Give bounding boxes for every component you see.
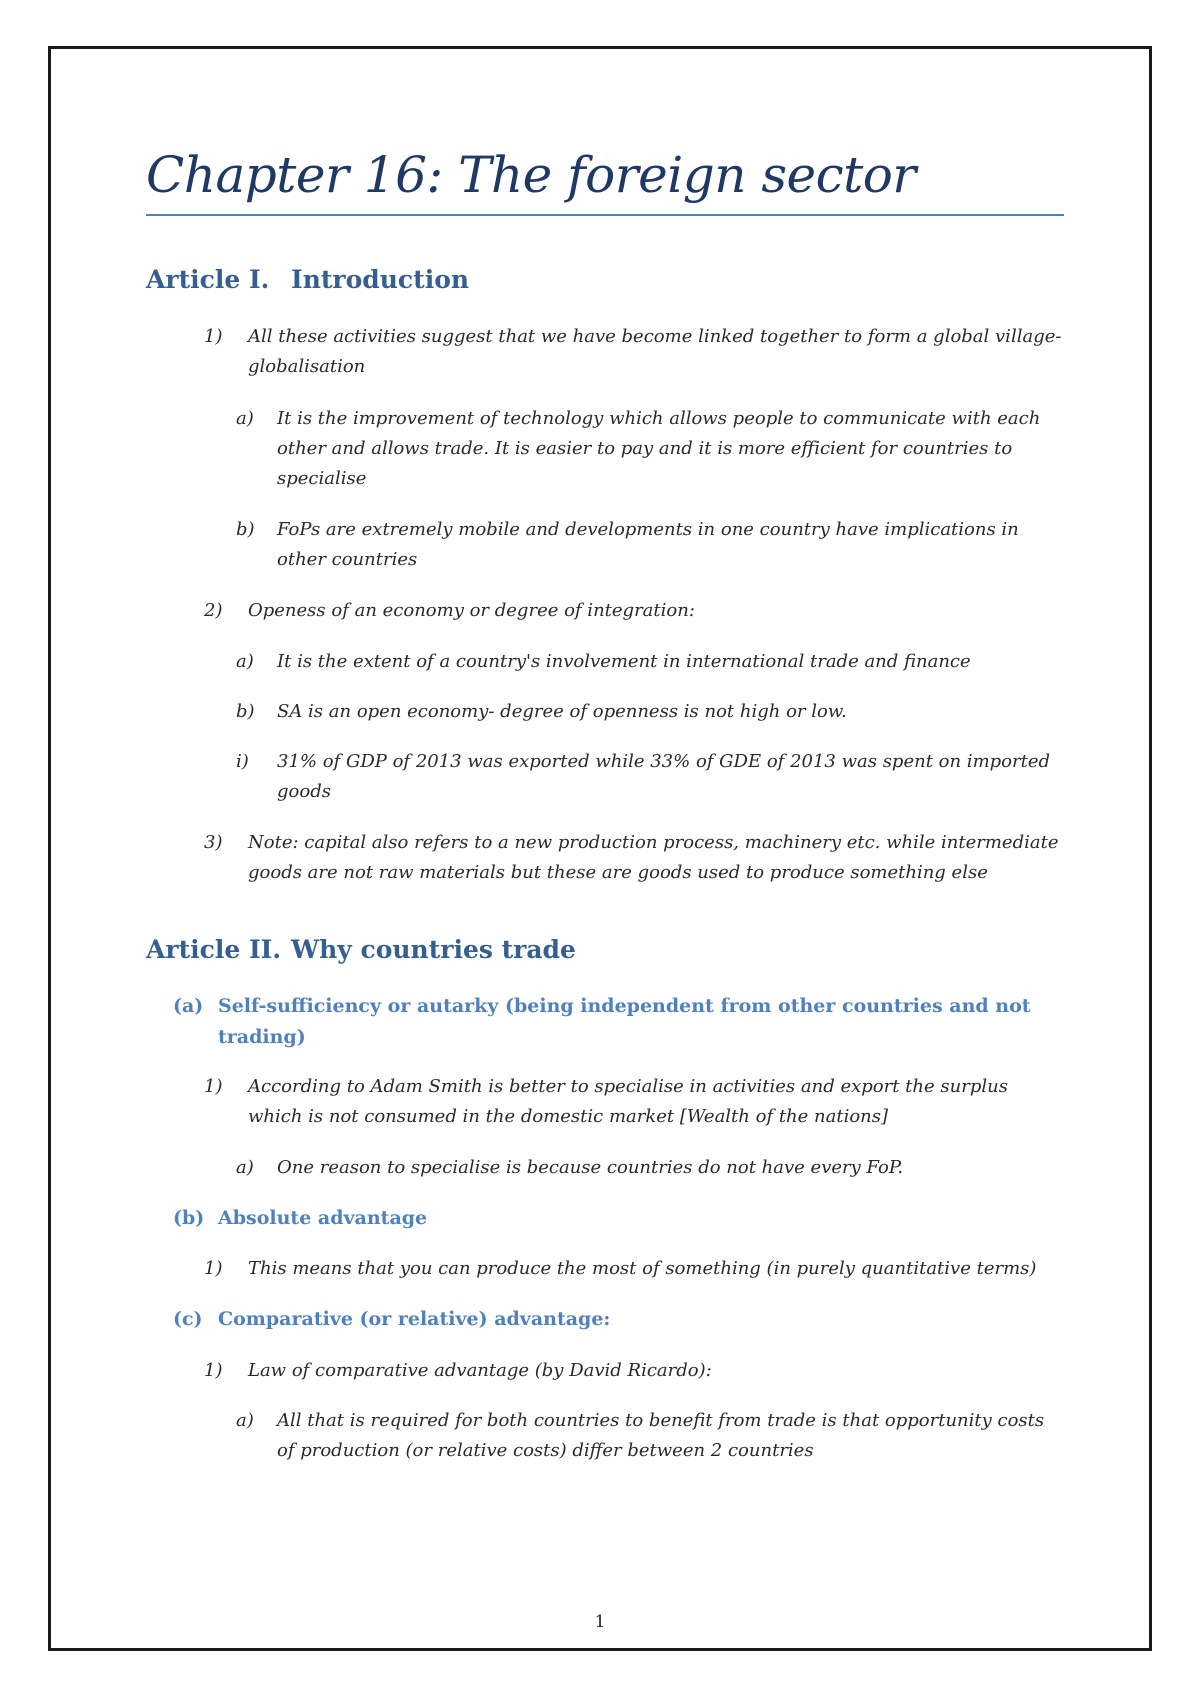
section-heading-comparative-advantage (173, 1304, 1048, 1335)
list-marker: a) (236, 651, 254, 672)
list-item-text: This means that you can produce the most of something (in purely quantitative terms) (248, 1258, 1037, 1279)
list-item-text: One reason to specialise is because countries do not have every FoP. (277, 1157, 904, 1178)
section-heading-absolute-advantage (173, 1203, 1048, 1234)
section-marker: (b) (173, 1207, 205, 1229)
list-item-text: It is the extent of a country's involvement in international trade and finance (277, 651, 971, 672)
list-marker: i) (236, 751, 249, 772)
article-title: Why countries trade (291, 935, 576, 964)
list-item-text: All these activities suggest that we have become linked together to form a global village- globalisation (248, 326, 1062, 377)
article-heading-why-countries-trade (146, 935, 576, 964)
list-item-text: According to Adam Smith is better to specialise in activities and export the surplus which is not consumed in the domestic market [Wealth of the nations] (248, 1076, 1008, 1127)
list-marker: a) (236, 1157, 254, 1178)
list-item (236, 404, 1067, 494)
list-marker: 2) (204, 600, 223, 621)
list-item-text: FoPs are extremely mobile and developments in one country have implications in other countries (277, 519, 1019, 570)
list-marker: 3) (204, 832, 223, 853)
list-item-text: Law of comparative advantage (by David Ricardo): (248, 1360, 712, 1381)
article-number: Article II. (146, 935, 282, 964)
list-marker: a) (236, 408, 254, 429)
list-item (236, 1406, 1067, 1466)
list-item (204, 1072, 1048, 1132)
list-item-text: It is the improvement of technology which allows people to communicate with each other and allows trade. It is easier to pay and it is more efficient for countries to specialise (277, 408, 1041, 489)
list-marker: 1) (204, 1360, 223, 1381)
list-item (204, 596, 1068, 626)
chapter-title: Chapter 16: The foreign sector (146, 146, 916, 204)
list-item (204, 322, 1068, 382)
list-item-text: 31% of GDP of 2013 was exported while 33% of GDE of 2013 was spent on imported goods (277, 751, 1051, 802)
list-item (236, 647, 1077, 677)
list-item (236, 697, 1077, 727)
list-item (236, 515, 1057, 575)
list-marker: 1) (204, 326, 223, 347)
list-marker: 1) (204, 1076, 223, 1097)
list-item (204, 1356, 1078, 1386)
section-title: Absolute advantage (218, 1207, 428, 1229)
section-marker: (c) (173, 1308, 203, 1330)
article-number: Article I. (146, 265, 270, 294)
section-title: Self-sufficiency or autarky (being independent from other countries and not trading) (218, 995, 1031, 1048)
list-item (204, 1254, 1078, 1284)
page-number: 1 (594, 1612, 606, 1632)
list-item-text: Note: capital also refers to a new production process, machinery etc. while intermediate goods are not raw materials but these are goods used to produce something else (248, 832, 1059, 883)
list-item (236, 1153, 1077, 1183)
section-title: Comparative (or relative) advantage: (218, 1308, 611, 1330)
list-item (236, 747, 1067, 807)
list-marker: b) (236, 701, 255, 722)
list-marker: b) (236, 519, 255, 540)
list-marker: 1) (204, 1258, 223, 1279)
title-underline (146, 214, 1064, 216)
list-item (204, 828, 1078, 888)
list-item-text: Openess of an economy or degree of integration: (248, 600, 695, 621)
article-title: Introduction (291, 265, 470, 294)
article-heading-introduction (146, 265, 469, 294)
list-marker: a) (236, 1410, 254, 1431)
list-item-text: SA is an open economy- degree of openness is not high or low. (277, 701, 847, 722)
section-heading-autarky (173, 991, 1048, 1053)
list-item-text: All that is required for both countries to benefit from trade is that opportunity costs of production (or relative costs) differ between 2 countries (277, 1410, 1045, 1461)
section-marker: (a) (173, 995, 204, 1017)
